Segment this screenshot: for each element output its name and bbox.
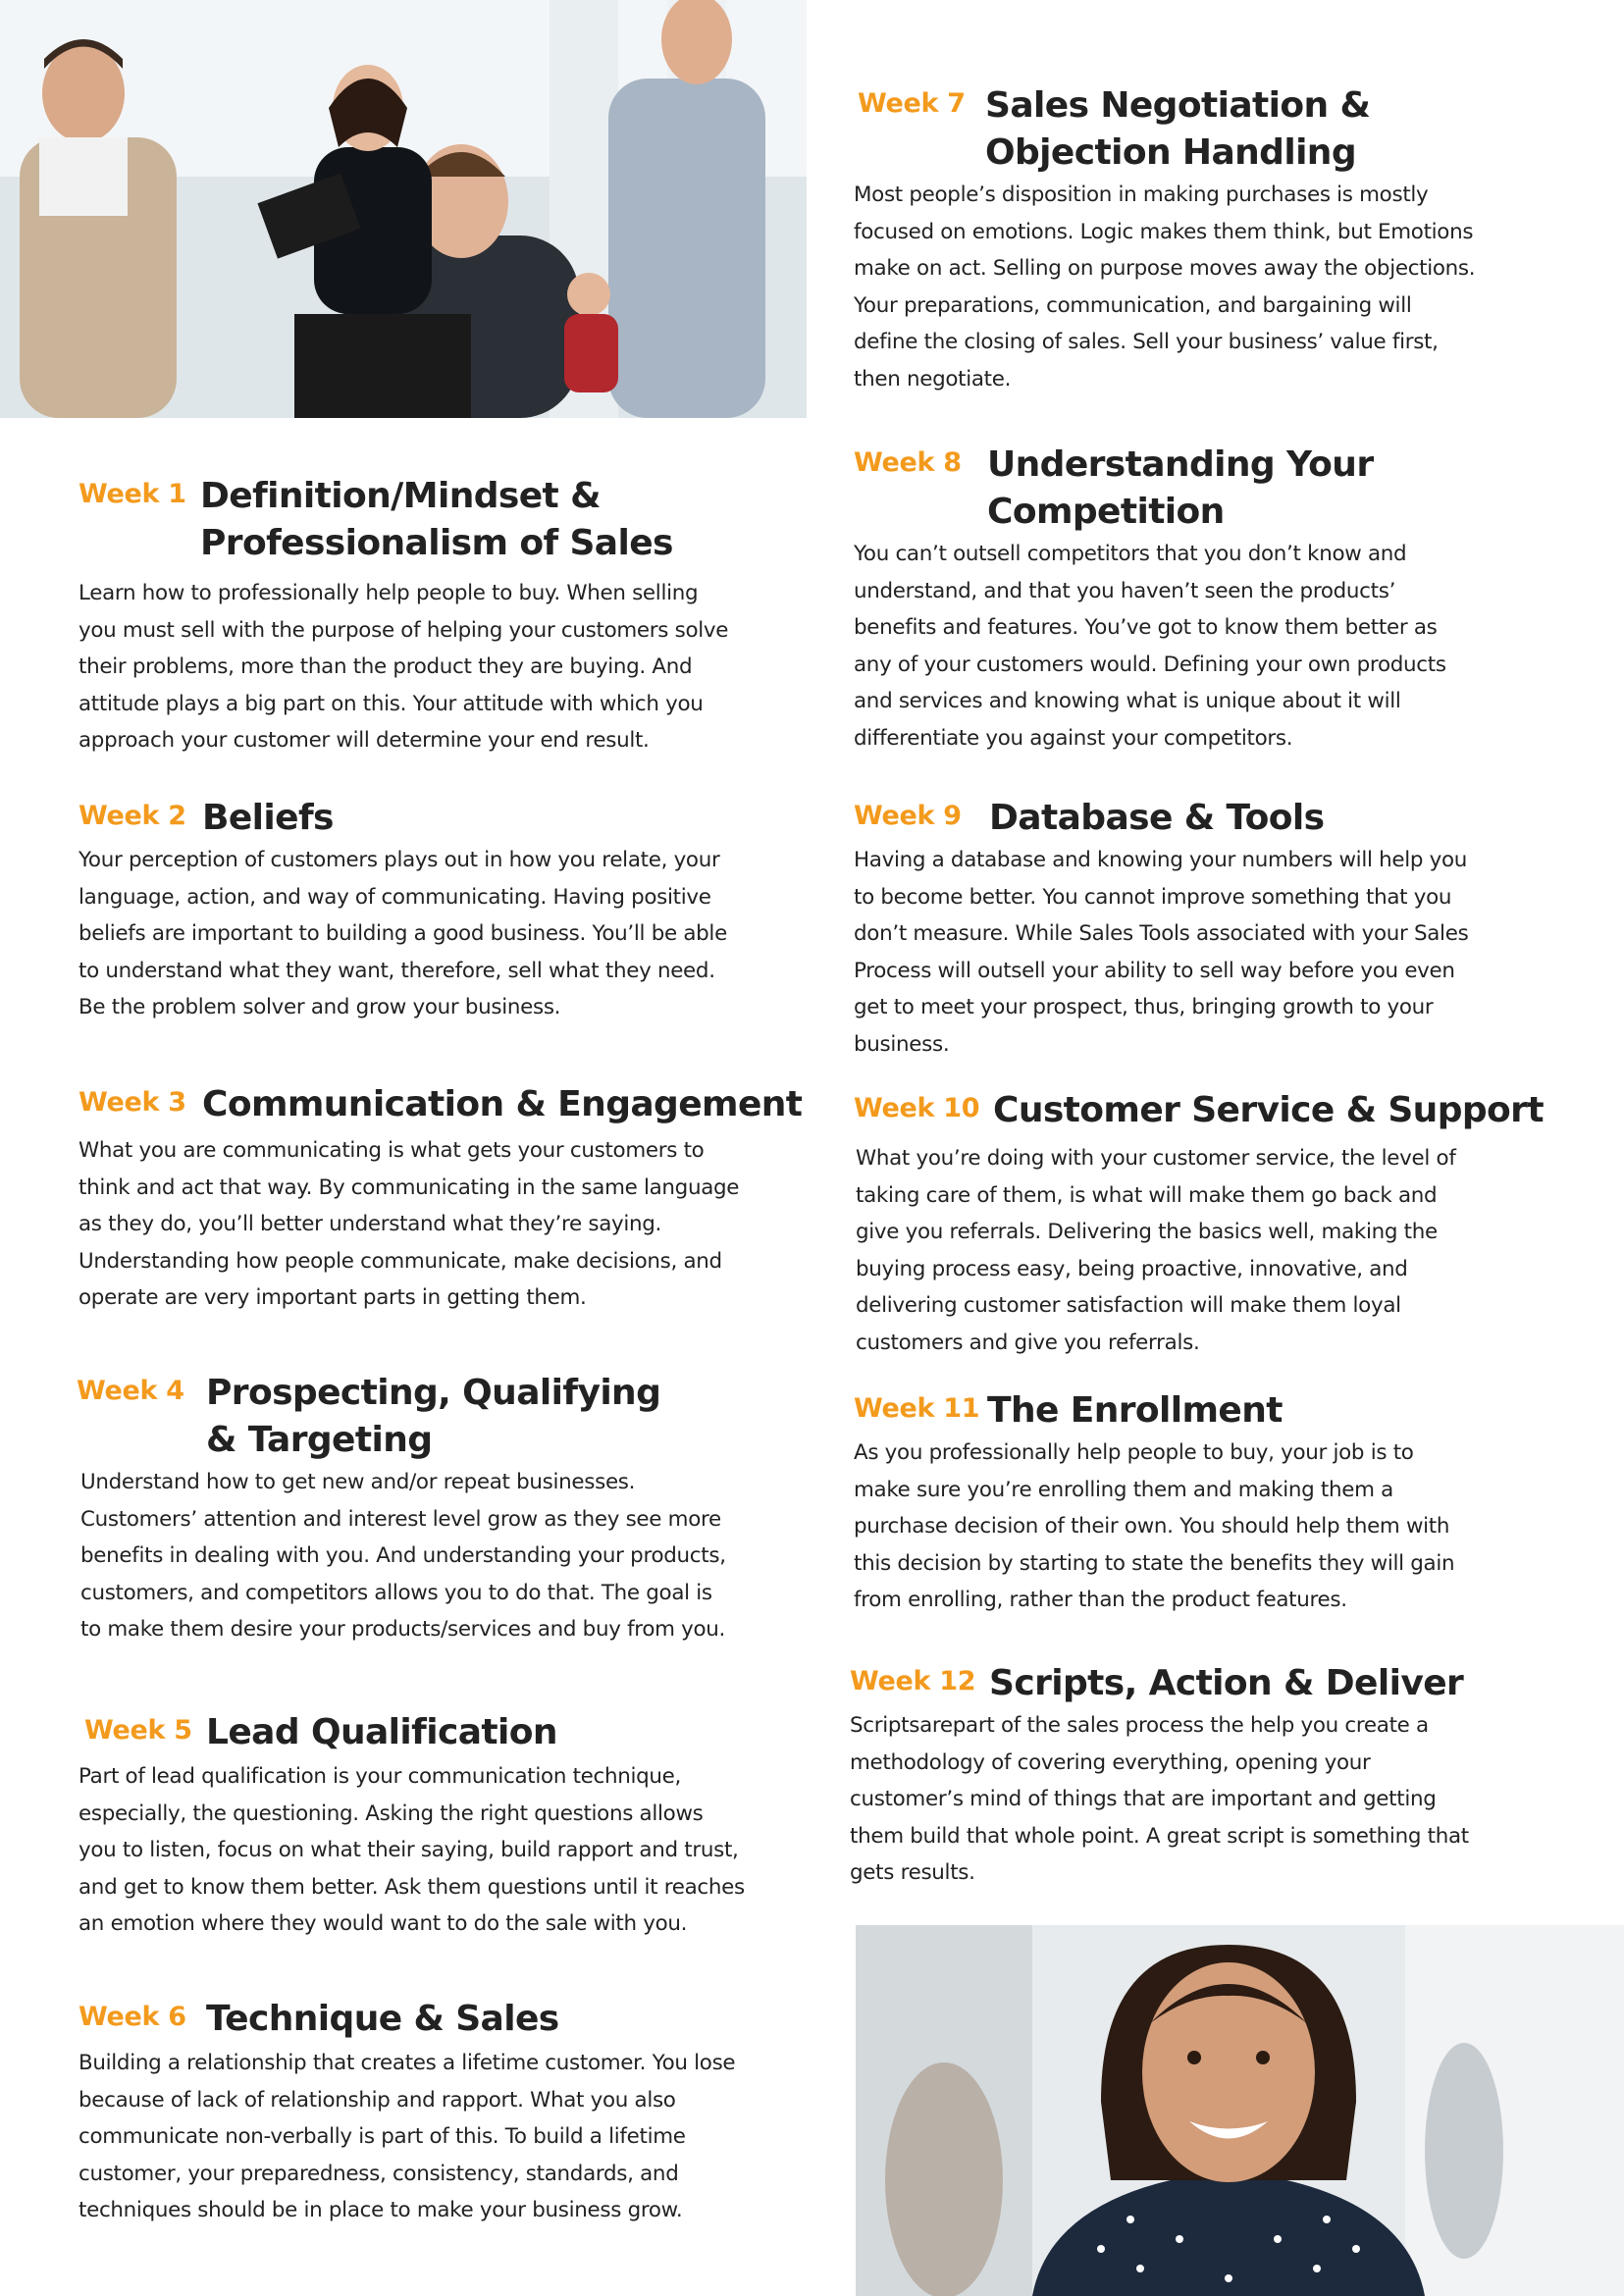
section-body: Understand how to get new and/or repeat businesses. Customers’ attention and interest level grow as they see more benefits in dealing with you. And understanding your products, customers, and competitors allows you to do that. The goal is to make them desire your products/services and buy from you. bbox=[80, 1470, 726, 1642]
section-body: As you professionally help people to buy, your job is to make sure you’re enrolling them and making them a purchase decision of their own. You should help them with this decision by starting to state the benefits they will gain from enrolling, rather than the product features. bbox=[854, 1440, 1455, 1612]
week-label: Week 8 bbox=[854, 447, 962, 478]
week-4-section bbox=[77, 1370, 803, 1648]
section-body: What you’re doing with your customer service, the level of taking care of them, is what will make them go back and give you referrals. Delivering the basics well, making the buying process easy, being proactive, innovative, and delivering customer satisfaction will make them loyal customers and give you referrals. bbox=[856, 1146, 1456, 1355]
section-title: Communication & Engagement bbox=[202, 1084, 803, 1124]
portrait-photo bbox=[856, 1925, 1624, 2296]
section-body: Learn how to professionally help people to buy. When selling you must sell with the purpose of helping your customers solve their problems, more than the product they are buying. And attitude plays a big part on this. Your attitude with which you approach your customer will determine your end result. bbox=[79, 581, 729, 753]
week-10-section bbox=[854, 1087, 1599, 1361]
week-label: Week 9 bbox=[854, 801, 962, 831]
section-title: Customer Service & Support bbox=[993, 1090, 1544, 1130]
week-1-section bbox=[79, 473, 805, 759]
week-label: Week 1 bbox=[79, 479, 186, 509]
week-label: Week 4 bbox=[77, 1376, 184, 1406]
week-label: Week 3 bbox=[79, 1087, 186, 1118]
week-9-section bbox=[854, 795, 1560, 1063]
section-body: What you are communicating is what gets your customers to think and act that way. By communicating in the same language as they do, you’ll better understand what they’re saying. Understanding how people communicate, make decisions, and operate are very important parts in getting them. bbox=[79, 1138, 740, 1310]
week-label: Week 7 bbox=[858, 88, 966, 119]
week-8-section bbox=[854, 442, 1560, 757]
section-title: Sales Negotiation & Objection Handling bbox=[985, 85, 1371, 173]
section-title: Technique & Sales bbox=[206, 1999, 559, 2039]
week-2-section bbox=[79, 795, 805, 1026]
week-5-section bbox=[79, 1709, 805, 1943]
section-title: The Enrollment bbox=[987, 1390, 1283, 1431]
week-label: Week 6 bbox=[79, 2002, 186, 2032]
week-11-section bbox=[854, 1387, 1560, 1619]
week-12-section bbox=[850, 1660, 1576, 1892]
section-title: Understanding Your Competition bbox=[987, 444, 1374, 532]
section-title: Lead Qualification bbox=[206, 1712, 557, 1752]
section-body: Your perception of customers plays out in how you relate, your language, action, and way of communicating. Having positive beliefs are important to building a good business. You’ll be able to understand what they want, therefore, sell what they need. Be the problem solver and grow your business. bbox=[79, 848, 727, 1019]
section-body: Most people’s disposition in making purchases is mostly focused on emotions. Logic makes them think, but Emotions make on act. Selling on purpose moves away the objections. Your preparations, communication, and bargaining will define the closing of sales. Sell your business’ value first, then negotiate. bbox=[854, 183, 1476, 391]
section-body: Part of lead qualification is your communication technique, especially, the questioning. Asking the right questions allows you to listen, focus on what their saying, build rapport and trust, and get to know them better. Ask them questions until it reaches an emotion where they would want to do the sale with you. bbox=[79, 1764, 745, 1936]
week-3-section bbox=[79, 1081, 834, 1317]
week-label: Week 2 bbox=[79, 801, 186, 831]
week-label: Week 5 bbox=[84, 1715, 192, 1746]
week-label: Week 12 bbox=[850, 1666, 976, 1696]
section-body: Building a relationship that creates a lifetime customer. You lose because of lack of relationship and rapport. What you also communicate non-verbally is part of this. To build a lifetime customer, your preparedness, consistency, standards, and techniques should be in place to make your business grow. bbox=[79, 2051, 736, 2222]
section-body: Scriptsarepart of the sales process the help you create a methodology of covering everything, opening your customer’s mind of things that are important and getting them build that whole point. A great script is something that gets results. bbox=[850, 1713, 1469, 1885]
section-title: Prospecting, Qualifying & Targeting bbox=[206, 1373, 661, 1460]
section-title: Database & Tools bbox=[989, 798, 1325, 838]
week-7-section bbox=[854, 82, 1560, 397]
section-body: Having a database and knowing your numbers will help you to become better. You cannot improve something that you don’t measure. While Sales Tools associated with your Sales Process will outsell your ability to sell way before you even get to meet your prospect, thus, bringing growth to your business. bbox=[854, 848, 1469, 1057]
week-6-section bbox=[79, 1996, 805, 2229]
week-label: Week 11 bbox=[854, 1393, 980, 1424]
section-title: Definition/Mindset & Professionalism of Sales bbox=[200, 476, 673, 563]
team-photo bbox=[0, 0, 807, 418]
section-title: Scripts, Action & Deliver bbox=[989, 1663, 1464, 1703]
section-body: You can’t outsell competitors that you don’t know and understand, and that you haven’t seen the products’ benefits and features. You’ve got to know them better as any of your customers would. Defining your own products and services and knowing what is unique about it will differentiate you against your competitors. bbox=[854, 542, 1446, 751]
week-label: Week 10 bbox=[854, 1093, 980, 1123]
section-title: Beliefs bbox=[202, 798, 334, 838]
